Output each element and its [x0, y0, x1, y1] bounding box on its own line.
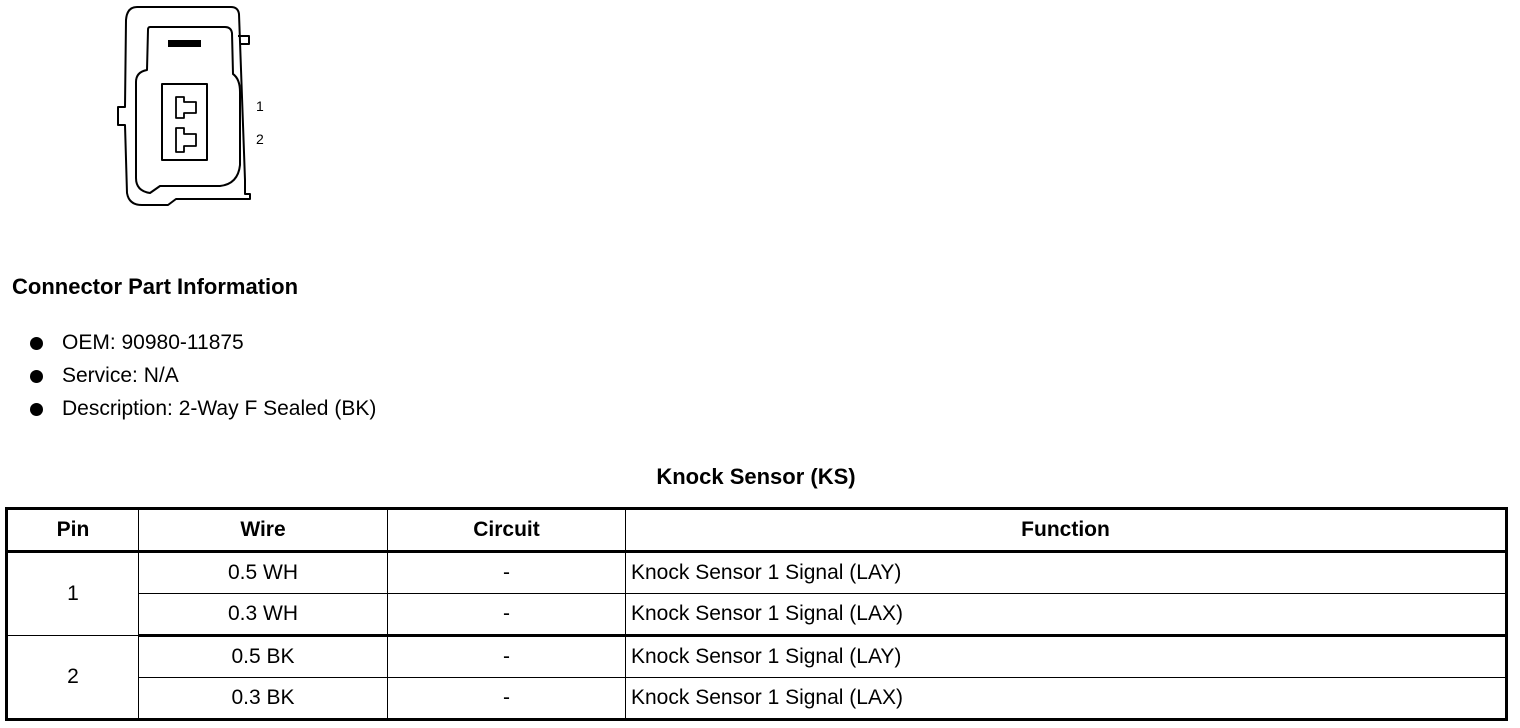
header-pin: Pin [7, 509, 139, 552]
pin-label-2: 2 [256, 131, 264, 147]
function-cell: Knock Sensor 1 Signal (LAY) [626, 636, 1507, 678]
header-function: Function [626, 509, 1507, 552]
function-cell: Knock Sensor 1 Signal (LAX) [626, 678, 1507, 720]
connector-outline-graphic [110, 0, 280, 215]
table-row [7, 594, 1507, 636]
service-text: Service: N/A [62, 364, 179, 387]
function-cell: Knock Sensor 1 Signal (LAX) [626, 594, 1507, 636]
table-title: Knock Sensor (KS) [656, 464, 856, 489]
table-header-row [7, 509, 1507, 552]
circuit-cell: - [388, 552, 626, 594]
pin-label-1: 1 [256, 98, 264, 114]
bullet-icon [30, 337, 43, 350]
bullet-icon [30, 403, 43, 416]
function-cell: Knock Sensor 1 Signal (LAY) [626, 552, 1507, 594]
bullet-icon [30, 370, 43, 383]
description-text: Description: 2-Way F Sealed (BK) [62, 397, 377, 420]
table-row [7, 552, 1507, 594]
table-row [7, 678, 1507, 720]
header-wire: Wire [139, 509, 388, 552]
circuit-cell: - [388, 594, 626, 636]
header-circuit: Circuit [388, 509, 626, 552]
part-info-item-oem [28, 330, 376, 363]
table-row [7, 636, 1507, 678]
pin-cell: 1 [7, 552, 139, 636]
wire-cell: 0.5 BK [139, 636, 388, 678]
part-info-list [28, 330, 376, 429]
part-info-heading: Connector Part Information [12, 274, 299, 299]
pin-cell: 2 [7, 636, 139, 720]
circuit-cell: - [388, 636, 626, 678]
wire-cell: 0.5 WH [139, 552, 388, 594]
pinout-table [5, 507, 1508, 721]
keying-slot-mark [168, 40, 201, 47]
part-info-item-service [28, 363, 376, 396]
connector-face-drawing [110, 0, 280, 215]
oem-text: OEM: 90980-11875 [62, 331, 244, 354]
wire-cell: 0.3 WH [139, 594, 388, 636]
circuit-cell: - [388, 678, 626, 720]
wire-cell: 0.3 BK [139, 678, 388, 720]
part-info-item-description [28, 396, 376, 429]
